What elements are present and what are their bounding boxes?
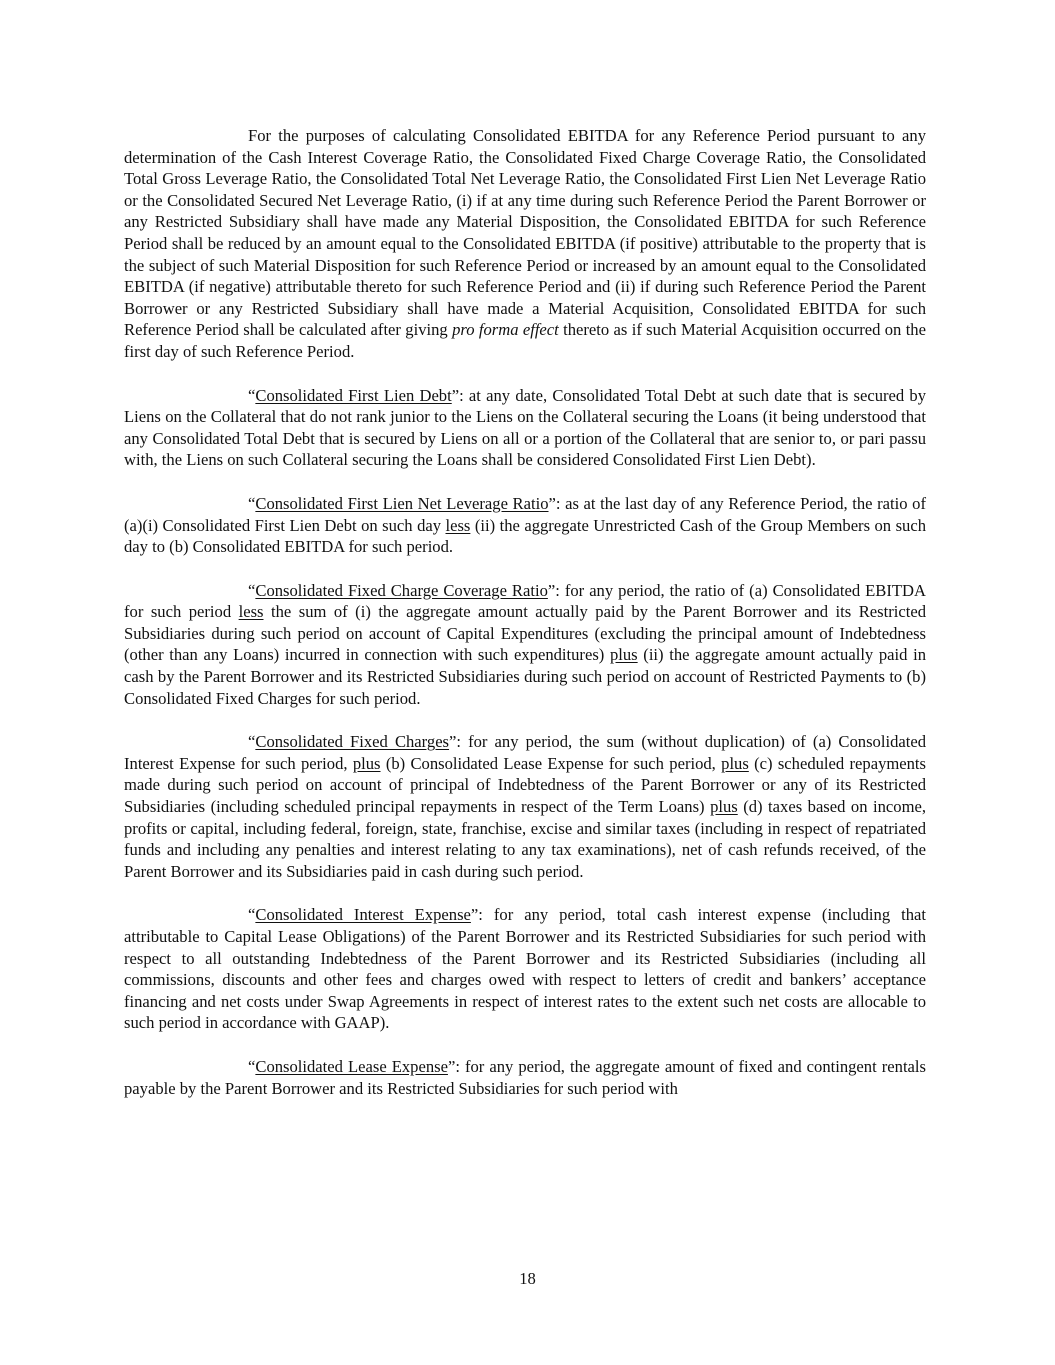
definition-consolidated-interest-expense: “Consolidated Interest Expense”: for any period, total cash interest expense (including that attributable to Capital Lease Obligations) of the Parent Borrower and its Restricted Subsidiaries for such period with respect to all outstanding Indebtedness of the Parent Borrower and its Restricted Subsidiaries (including all commissions, discounts and other fees and charges owed with respect to letters of credit and bankers’ acceptance financing and net costs under Swap Agreements in respect of interest rates to the extent such net costs are allocable to such period in accordance with GAAP).: [124, 905, 926, 1033]
paragraph-ebitda-calculation: For the purposes of calculating Consolidated EBITDA for any Reference Period pursuant to any determination of the Cash Interest Coverage Ratio, the Consolidated Fixed Charge Coverage Ratio, the Consolidated Total Gross Leverage Ratio, the Consolidated Total Net Leverage Ratio, the Consolidated First Lien Net Leverage Ratio or the Consolidated Secured Net Leverage Ratio, (i) if at any time during such Reference Period the Parent Borrower or any Restricted Subsidiary shall have made any Material Disposition, the Consolidated EBITDA for such Reference Period shall be reduced by an amount equal to the Consolidated EBITDA (if positive) attributable to the property that is the subject of such Material Disposition for such Reference Period or increased by an amount equal to the Consolidated EBITDA (if negative) attributable thereto for such Reference Period and (ii) if during such Reference Period the Parent Borrower or any Restricted Subsidiary shall have made a Material Acquisition, Consolidated EBITDA for such Reference Period shall be calculated after giving pro forma effect thereto as if such Material Acquisition occurred on the first day of such Reference Period.: [124, 126, 926, 361]
underlined-word: plus: [721, 753, 749, 773]
defined-term: Consolidated Lease Expense: [255, 1056, 448, 1076]
definition-consolidated-fixed-charges: “Consolidated Fixed Charges”: for any period, the sum (without duplication) of (a) Consolidated Interest Expense for such period, plus (b) Consolidated Lease Expense for such period, plus (c) scheduled repayments made during such period on account of principal of Indebtedness of the Parent Borrower or any of its Restricted Subsidiaries (including scheduled principal repayments in respect of the Term Loans) plus (d) taxes based on income, profits or capital, including federal, foreign, state, franchise, excise and similar taxes (including in respect of repatriated funds and including any penalties and interest relating to any tax examinations), net of cash refunds received, of the Parent Borrower and its Subsidiaries paid in cash during such period.: [124, 732, 927, 881]
defined-term: Consolidated Interest Expense: [255, 905, 471, 925]
defined-term: Consolidated Fixed Charge Coverage Ratio: [255, 580, 548, 600]
underlined-word: plus: [352, 753, 381, 773]
page-number: 18: [519, 1269, 536, 1288]
underlined-word: plus: [710, 797, 738, 817]
definition-consolidated-first-lien-debt: “Consolidated First Lien Debt”: at any date, Consolidated Total Debt at such date that is secured by Liens on the Collateral that do not rank junior to the Liens on the Collateral securing the Loans (it being understood that any Consolidated Total Debt that is secured by Liens on all or a portion of the Collateral that are senior to, or pari passu with, the Liens on such Collateral securing the Loans shall be considered Consolidated First Lien Debt).: [124, 385, 926, 470]
defined-term: Consolidated Fixed Charges: [255, 732, 450, 752]
underlined-word: plus: [609, 645, 638, 665]
defined-term: Consolidated First Lien Debt: [255, 385, 452, 405]
underlined-word: less: [445, 515, 471, 535]
document-body: [124, 125, 926, 1121]
definition-consolidated-first-lien-net-leverage-ratio: “Consolidated First Lien Net Leverage Ratio”: as at the last day of any Reference Period, the ratio of (a)(i) Consolidated First Lien Debt on such day less (ii) the aggregate Unrestricted Cash of the Group Members on such day to (b) Consolidated EBITDA for such period.: [124, 493, 927, 557]
definition-consolidated-fixed-charge-coverage-ratio: “Consolidated Fixed Charge Coverage Ratio”: for any period, the ratio of (a) Consolidated EBITDA for such period less the sum of (i) the aggregate amount actually paid by the Parent Borrower and its Restricted Subsidiaries during such period on account of Capital Expenditures (excluding the principal amount of Indebtedness (other than any Loans) incurred in connection with such expenditures) plus (ii) the aggregate amount actually paid in cash by the Parent Borrower and its Restricted Subsidiaries during such period on account of Restricted Payments to (b) Consolidated Fixed Charges for such period.: [124, 580, 926, 708]
defined-term: Consolidated First Lien Net Leverage Ratio: [255, 493, 549, 513]
definition-consolidated-lease-expense: “Consolidated Lease Expense”: for any period, the aggregate amount of fixed and contingent rentals payable by the Parent Borrower and its Restricted Subsidiaries for such period with: [124, 1056, 926, 1098]
italic-phrase: pro forma effect: [452, 320, 559, 340]
underlined-word: less: [238, 602, 264, 622]
